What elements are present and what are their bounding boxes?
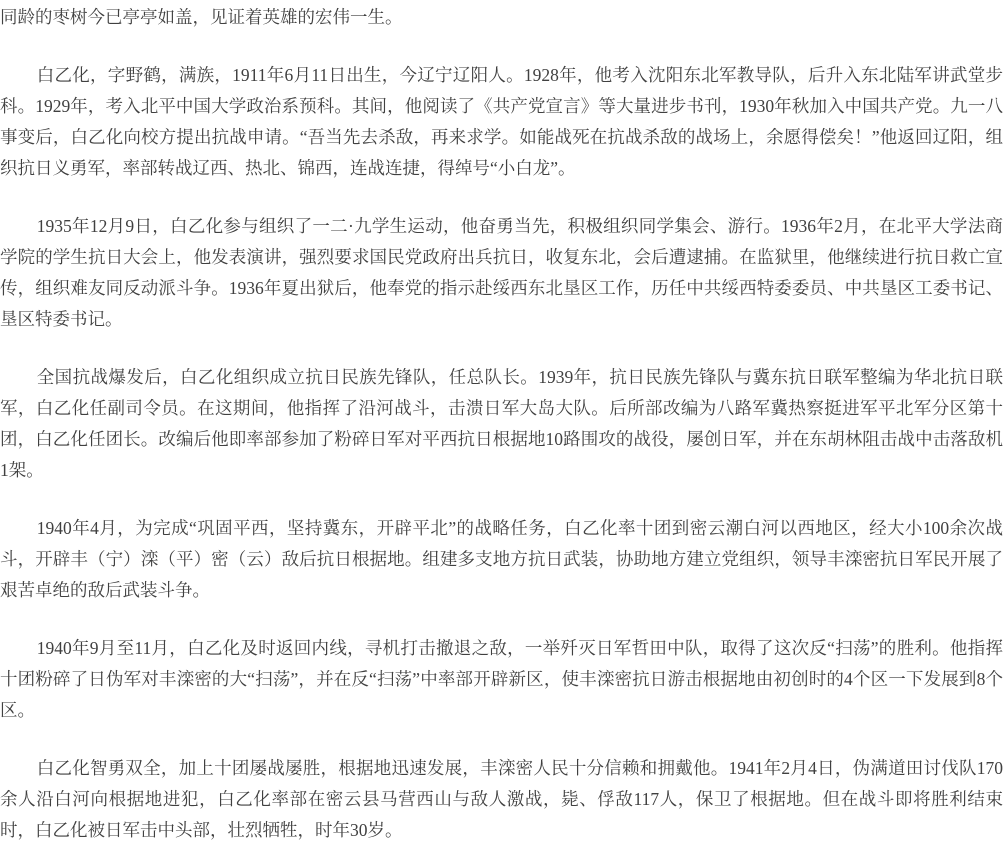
paragraph-student-movement: 1935年12月9日，白乙化参与组织了一二·九学生运动，他奋勇当先，积极组织同学集会、游行。1936年2月，在北平大学法商学院的学生抗日大会上，他发表演讲，强烈要求国民党政府出兵抗日，收复东北，会后遭逮捕。在监狱里，他继续进行抗日救亡宣传，组织难友同反动派斗争。1936年夏出狱后，他奉党的指示赴绥西东北垦区工作，历任中共绥西特委委员、中共垦区工委书记、垦区特委书记。: [0, 216, 1003, 329]
paragraph-war-outbreak: 全国抗战爆发后，白乙化组织成立抗日民族先锋队，任总队长。1939年，抗日民族先锋队与冀东抗日联军整编为华北抗日联军，白乙化任副司令员。在这期间，他指挥了沿河战斗，击溃日军大岛大队。后所部改编为八路军冀热察挺进军平北军分区第十团，白乙化任团长。改编后他即率部参加了粉碎日军对平西抗日根据地10路围攻的战役，屡创日军，并在东胡林阻击战中击落敌机1架。: [0, 367, 1003, 480]
paragraph-final-battle: 白乙化智勇双全，加上十团屡战屡胜，根据地迅速发展，丰滦密人民十分信赖和拥戴他。1941年2月4日，伪满道田讨伐队170余人沿白河向根据地进犯，白乙化率部在密云县马营西山与敌人激战，毙、俘敌117人，保卫了根据地。但在战斗即将胜利结束时，白乙化被日军击中头部，壮烈牺牲，时年30岁。: [0, 758, 1003, 840]
paragraph-1940-april: 1940年4月，为完成“巩固平西，坚持冀东，开辟平北”的战略任务，白乙化率十团到密云潮白河以西地区，经大小100余次战斗，开辟丰（宁）滦（平）密（云）敌后抗日根据地。组建多支地方抗日武装，协助地方建立党组织，领导丰滦密抗日军民开展了艰苦卓绝的敌后武装斗争。: [0, 518, 1003, 600]
paragraph-early-life: 白乙化，字野鹤，满族，1911年6月11日出生，今辽宁辽阳人。1928年，他考入沈阳东北军教导队，后升入东北陆军讲武堂步科。1929年，考入北平中国大学政治系预科。其间，他阅读了《共产党宣言》等大量进步书刊，1930年秋加入中国共产党。九一八事变后，白乙化向校方提出抗战申请。“吾当先去杀敌，再来求学。如能战死在抗战杀敌的战场上，余愿得偿矣！”他返回辽阳，组织抗日义勇军，率部转战辽西、热北、锦西，连战连捷，得绰号“小白龙”。: [0, 65, 1003, 178]
paragraph-1940-autumn: 1940年9月至11月，白乙化及时返回内线，寻机打击撤退之敌，一举歼灭日军哲田中队，取得了这次反“扫荡”的胜利。他指挥十团粉碎了日伪军对丰滦密的大“扫荡”，并在反“扫荡”中率部开辟新区，使丰滦密抗日游击根据地由初创时的4个区一下发展到8个区。: [0, 638, 1003, 720]
paragraph-continuation: 同龄的枣树今已亭亭如盖，见证着英雄的宏伟一生。: [0, 7, 403, 27]
